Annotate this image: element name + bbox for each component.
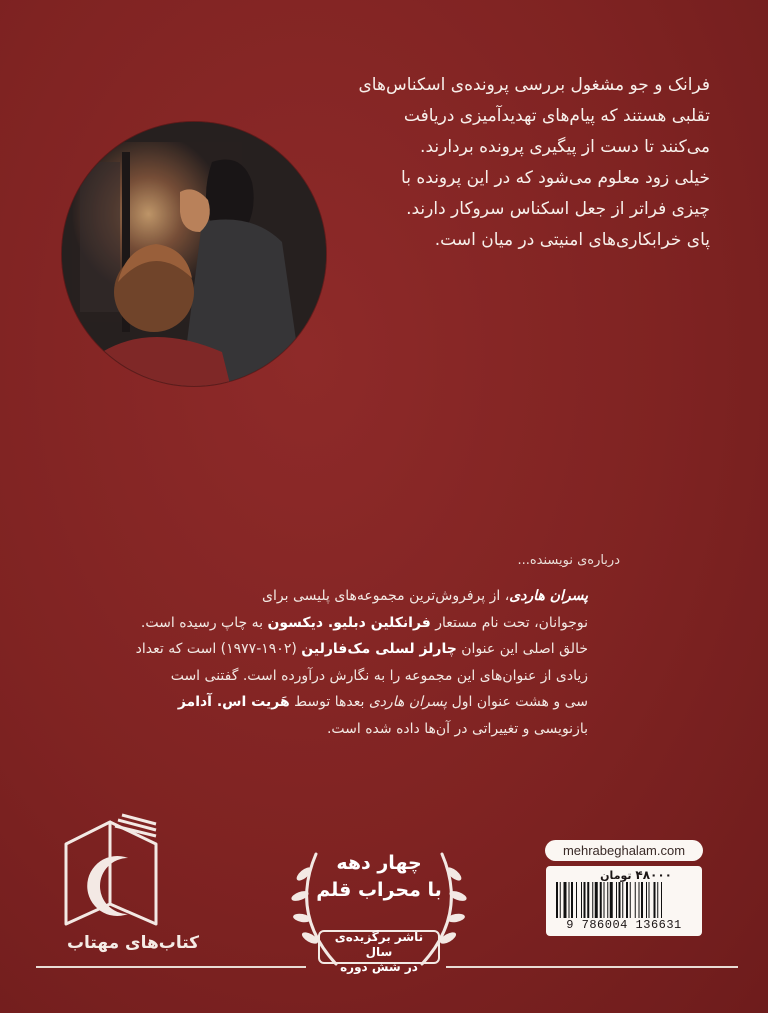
price-currency: تومان	[600, 869, 632, 882]
footer-divider	[36, 966, 306, 968]
author-bio-line	[135, 636, 588, 663]
badge-title	[316, 850, 442, 904]
blurb-line: پای خرابکاری‌های امنیتی در میان است.	[434, 230, 710, 250]
bio-text: (۱۹۰۲-۱۹۷۷) است که تعداد	[135, 641, 302, 657]
price-amount: ۴۸۰۰۰	[635, 868, 672, 882]
cover-illustration	[62, 122, 326, 386]
badge-subtitle-line: در شش دوره	[340, 960, 418, 974]
publisher-name: کتاب‌های مهتاب	[66, 933, 200, 953]
barcode-icon	[552, 882, 696, 918]
badge-subtitle-line: ناشر برگزیده‌ی سال	[334, 930, 424, 959]
publisher-website: mehrabeghalam.com	[545, 840, 703, 861]
bio-text: نوجوانان، تحت نام مستعار	[430, 614, 588, 631]
author-bio-line	[150, 689, 588, 716]
bio-text: بعدها توسط	[289, 694, 369, 710]
book-moon-logo-icon	[58, 812, 168, 932]
price-label	[572, 868, 672, 882]
author-bio-line: زیادی از عنوان‌های این مجموعه را به نگارش درآورده است. گفتنی است	[170, 667, 588, 684]
bio-text: به چاپ رسیده است.	[140, 614, 268, 631]
badge-subtitle	[320, 930, 438, 975]
blurb-line: تقلبی هستند که پیام‌های تهدیدآمیزی دریافت	[403, 106, 710, 126]
author-bio-line: بازنویسی و تغییراتی در آن‌ها داده شده است.	[326, 720, 588, 737]
bio-text: سی و هشت عنوان اول	[447, 694, 588, 710]
author-bio-line	[150, 583, 588, 610]
author-heading-text: درباره‌ی نویسنده	[529, 553, 620, 568]
bio-text: خالق اصلی این عنوان	[456, 641, 588, 657]
heading-dots: ...	[517, 553, 530, 568]
badge-title-line: چهار دهه	[336, 852, 422, 874]
creator-name: چارلز لسلی مک‌فارلین	[301, 641, 457, 657]
blurb-line: می‌کنند تا دست از پیگیری پرونده بردارند.	[420, 137, 710, 157]
series-title: پسران هاردی	[368, 694, 448, 710]
footer-divider	[446, 966, 738, 968]
back-cover-blurb	[340, 70, 710, 256]
author-section-heading	[517, 553, 620, 568]
badge-title-line: با محراب قلم	[316, 879, 442, 901]
blurb-line: چیزی فراتر از جعل اسکناس سروکار دارند.	[406, 199, 710, 219]
isbn-number: 9 786004 136631	[566, 918, 682, 932]
pseudonym: فرانکلین دبلیو. دیکسون	[267, 614, 431, 631]
blurb-line: خیلی زود معلوم می‌شود که در این پرونده با	[401, 168, 710, 188]
author-bio-line	[140, 610, 588, 637]
series-title: پسران هاردی	[509, 588, 588, 604]
author-bio	[135, 583, 588, 742]
illustration-scene	[62, 122, 326, 386]
bio-text: ، از پرفروش‌ترین مجموعه‌های پلیسی برای	[262, 588, 510, 604]
blurb-line: فرانک و جو مشغول بررسی پرونده‌ی اسکناس‌های	[358, 75, 710, 95]
reviser-name: هَریت اس. آدامز	[177, 694, 290, 710]
